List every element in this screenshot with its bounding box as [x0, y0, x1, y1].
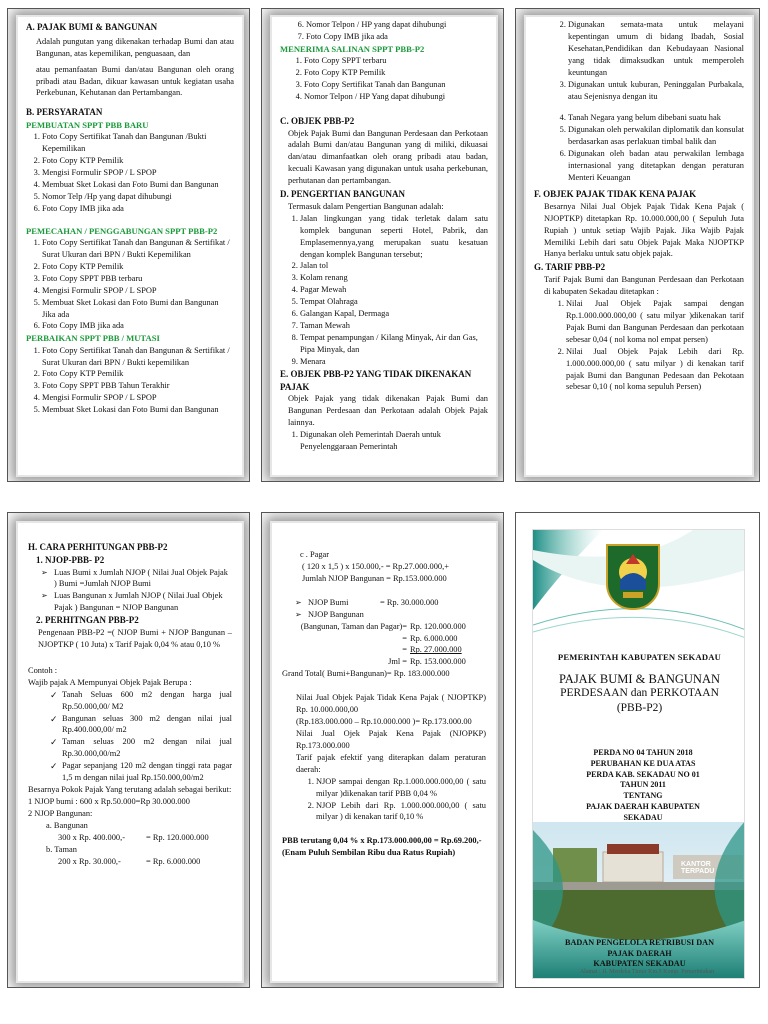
page-3 — [515, 8, 760, 482]
calc-a-label: a. Bangunan — [46, 820, 88, 830]
calc-b-label: b. Taman — [46, 844, 77, 854]
totals-table — [282, 621, 486, 669]
table-row: = Rp. 6.000.000 — [402, 633, 458, 643]
list-item: ✓ Bangunan seluas 300 m2 dengan nilai jual Rp.400.000,00/ m2 — [62, 713, 232, 737]
list-item: 1. NJOP sampai dengan Rp.1.000.000.000,00 ( satu milyar )dikenakan tarif PBB 0,04 % — [316, 776, 486, 800]
panel-1 — [18, 17, 242, 475]
list-example — [28, 689, 232, 784]
photo-sign-text: KANTOR TERPADU — [681, 861, 715, 875]
green-heading-receive: MENERIMA SALINAN SPPT PBB-P2 — [280, 43, 425, 54]
cover-agency — [533, 938, 745, 970]
formula-text: Pengenaan PBB-P2 =( NJOP Bumi + NJOP Bangunan – NJOPTKP ( 10 Juta) x Tarif Pajak 0,04 % atau 0,10 % — [38, 627, 232, 649]
list-item: 4. Mengisi Formulir SPOP / L SPOP — [42, 285, 234, 297]
list-item: 9. Menara — [300, 356, 488, 368]
list-item: ✓ Pagar sepanjang 120 m2 dengan tinggi rata pagar 1,5 m dengan nilai jual Rp.150.000,00/m2 — [62, 760, 232, 784]
tariff-intro: Tarif pajak efektif yang diterapkan dalam peraturan daerah: — [296, 752, 486, 774]
list-item: 1. Nilai Jual Objek Pajak sampai dengan Rp.1.000.000.000,00 ( satu milyar )dikenakan tarif Pajak Bumi dan Bangunan Perdesaan dan perkotaan sebesar 0,04 ( nol koma nol empat persen) — [566, 298, 744, 346]
list-item: 6. Digunakan oleh badan atau perwakilan lembaga internasional yang ditetapkan dengan peraturan Menteri Keuangan — [568, 148, 744, 184]
list-receive — [280, 55, 488, 103]
list-item: 5. Digunakan oleh perwakilan diplomatik dan konsulat berdasarkan asas perlakuan timbal balik dan — [568, 124, 744, 148]
list-item: 3. Digunakan untuk kuburan, Peninggalan Purbakala, atau Sejenisnya dengan itu — [568, 79, 744, 103]
table-row: = Rp. 27.000.000 — [402, 645, 462, 655]
page-2 — [261, 8, 504, 482]
section-a-title: A. PAJAK BUMI & BANGUNAN — [26, 22, 158, 32]
list-item: 4. Mengisi Formulir SPOP / L SPOP — [42, 392, 234, 404]
example-text: Wajib pajak A Mempunyai Objek Pajak Berupa : — [28, 677, 192, 687]
panel-4 — [18, 523, 242, 981]
list-item: 6. Foto Copy IMB jika ada — [42, 320, 234, 332]
list-item: 2. Foto Copy KTP Pemilik — [42, 155, 234, 167]
green-heading-2: PEMECAHAN / PENGGABUNGAN SPPT PBB-P2 — [26, 225, 218, 236]
sub-2-title: 2. PERHITNGAN PBB-P2 — [36, 615, 139, 626]
list-item: 3. Foto Copy Sertifikat Tanah dan Bangunan — [304, 79, 488, 91]
list-item: 2. Foto Copy KTP Pemilik — [42, 368, 234, 380]
calc-c-sum: Jumlah NJOP Bangunan = Rp.153.000.000 — [302, 573, 447, 583]
list-2 — [26, 237, 234, 332]
list-buildings — [280, 213, 488, 368]
green-heading-1: PEMBUATAN SPPT PBB BARU — [26, 120, 149, 131]
cover-perda — [573, 748, 713, 824]
section-f-title: F. OBJEK PAJAK TIDAK KENA PAJAK — [534, 188, 697, 199]
list-3 — [26, 345, 234, 417]
list-item: ✓ Taman seluas 200 m2 dengan nilai jual Rp.30.000,00/m2 — [62, 736, 232, 760]
list-item: 7. Foto Copy IMB jika ada — [306, 31, 488, 43]
list-item: 2. Jalan tol — [300, 260, 488, 272]
calc-b-result: = Rp. 6.000.000 — [146, 856, 201, 866]
section-f-text: Besarnya Nilai Jual Objek Pajak Tidak Kena Pajak ( NJOPTKP) ditetapkan Rp. 10.000.000,00 ( Sepuluh Juta Rupiah ) untuk setiap Wajib Pajak. Jika Wajib Pajak Memiliki Lebih dari satu Objek Pajak Maka NJOPTKP Hanya berlaku untuk satu objek pajak. — [544, 201, 744, 259]
list-item: 1. Jalan lingkungan yang tidak terletak dalam satu komplek bangunan seperti Hotel, Pabrik, dan Emplasemennya,yang merupakan suatu kesatuan dengan komplek Bangunan tersebut; — [300, 213, 488, 261]
list-item: 1. Foto Copy Sertifikat Tanah dan Bangunan /Bukti Kepemilikan — [42, 131, 234, 155]
section-c-title: C. OBJEK PBB-P2 — [280, 115, 355, 126]
table-row: (Bangunan, Taman dan Pagar)= Rp. 120.000.000 — [300, 621, 466, 631]
logo-emblem — [606, 544, 660, 610]
list-item: 3. Mengisi Formulir SPOP / L SPOP — [42, 167, 234, 179]
list-item: 2. Nilai Jual Objek Pajak Lebih dari Rp. 1.000.000.000,00 ( satu milyar ) di kenakan tarif pajak Bumi dan Bangunan Pedesaan dan Pekotaan sebesar 0,10 ( nol koma sepuluh Persen) — [566, 346, 744, 394]
page-4 — [7, 512, 250, 988]
agency-line: KABUPATEN SEKADAU — [593, 959, 686, 969]
perda-line: PERDA KAB. SEKADAU NO 01 TAHUN 2011 — [586, 769, 700, 790]
list-item: 7. Taman Mewah — [300, 320, 488, 332]
emblem-icon — [608, 546, 658, 608]
njop-subtraction: (Rp.183.000.000 – Rp.10.000.000 )= Rp.173.000.00 — [296, 717, 472, 727]
section-c-text: Objek Pajak Bumi dan Bangunan Perdesaan dan Perkotaan adalah Bumi dan/atau Bangunan yang di miliki, dikuasai dan/atau dimanfaatkan oleh orang pribadi atau badan, kecuali Kawasan yang digunakan untuk usaha perkebunan, perhutanan dan pertambangan. — [288, 128, 488, 186]
panel-2 — [272, 17, 496, 475]
list-item: 2. Digunakan semata-mata untuk melayani kepentingan umum di bidang Ibadah, Sosial Kesehatan,Pendidikan dan Kebudayaan Nasional yang tidak dimaksudkan untuk memperoleh keuntungan — [568, 19, 744, 79]
list-item: 6. Nomor Telpon / HP yang dapat dihubungi — [306, 19, 488, 31]
section-b-title: B. PERSYARATAN — [26, 107, 103, 118]
section-e-title: E. OBJEK PBB-P2 YANG TIDAK DIKENAKAN PAJAK — [280, 368, 472, 392]
perda-line: TENTANG — [623, 791, 663, 801]
list-exempt-b — [534, 112, 744, 184]
list-top — [280, 19, 488, 43]
total-intro: Besarnya Pokok Pajak Yang terutang adalah sebagai berikut: — [28, 785, 232, 795]
list-item: 4. Tanah Negara yang belum dibebani suatu hak — [568, 112, 744, 124]
list-item: 4. Nomor Telpon / HP Yang dapat dihubungi — [304, 91, 488, 103]
calc-a-expression: 300 x Rp. 400.000,- — [58, 832, 125, 842]
cover-title-3: (PBB-P2) — [616, 702, 663, 714]
section-d-text: Termasuk dalam Pengertian Bangunan adalah: — [288, 201, 444, 211]
page-5 — [261, 512, 504, 988]
list-item: ➢ Luas Bangunan x Jumlah NJOP ( Nilai Jual Objek Pajak ) Bangunan = NJOP Bangunan — [54, 590, 232, 614]
perda-line: PAJAK DAERAH KABUPATEN SEKADAU — [586, 801, 700, 822]
list-item: 5. Nomor Telp /Hp yang dapat dihubungi — [42, 191, 234, 203]
njop-bumi-label: ➢ NJOP Bumi — [308, 597, 349, 607]
list-item: 3. Kolam renang — [300, 272, 488, 284]
perda-line: PERUBAHAN KE DUA ATAS — [590, 758, 696, 768]
cover-title-2: PERDESAAN dan PERKOTAAN — [560, 687, 719, 699]
list-item: 4. Pagar Mewah — [300, 284, 488, 296]
list-item: 5. Membuat Sket Lokasi dan Foto Bumi dan Bangunan — [42, 404, 234, 416]
list-item: ➢ Luas Bumi x Jumlah NJOP ( Nilai Jual Objek Pajak ) Bumi =Jumlah NJOP Bumi — [54, 567, 232, 591]
list-item: 8. Tempat penampungan / Kilang Minyak, Air dan Gas, Pipa Minyak, dan — [300, 332, 488, 356]
section-g-title: G. TARIF PBB-P2 — [534, 262, 606, 273]
section-g-text: Tarif Pajak Bumi dan Bangunan Perdesaan dan Perkotaan di kabupaten Sekadau ditetapkan : — [544, 275, 744, 297]
list-effective-tariff — [282, 776, 486, 824]
perda-line: PERDA NO 04 TAHUN 2018 — [593, 748, 693, 757]
calc-b-expression: 200 x Rp. 30.000,- — [58, 856, 121, 866]
calc-a-result: = Rp. 120.000.000 — [146, 832, 209, 842]
list-item: ✓ Tanah Seluas 600 m2 dengan harga jual Rp.50.000,00/ M2 — [62, 689, 232, 713]
list-item: 2. Foto Copy KTP Pemilik — [42, 261, 234, 273]
table-row: Jml = Rp. 153.000.000 — [388, 657, 466, 667]
tax-result: PBB terutang 0,04 % x Rp.173.000.000,00 = Rp.69.200,- — [282, 836, 482, 846]
list-item: 2. NJOP Lebih dari Rp. 1.000.000.000,00 ( satu milyar ) di kenakan tarif 0,10 % — [316, 800, 486, 824]
list-item: 2. Foto Copy KTP Pemilik — [304, 67, 488, 79]
list-exempt — [280, 429, 488, 453]
section-a-text-1: Adalah pungutan yang dikenakan terhadap Bumi dan atau Bangunan, atas kepemilikan, penguasaan, dan — [36, 36, 234, 58]
njoptkp-text: Nilai Jual Objek Pajak Tidak Kena Pajak ( NJOPTKP) Rp. 10.000.000,00 — [296, 693, 486, 715]
panel-3 — [526, 17, 752, 475]
section-h-title: H. CARA PERHITUNGAN PBB-P2 — [28, 542, 168, 552]
section-d-title: D. PENGERTIAN BANGUNAN — [280, 189, 405, 200]
list-item: 6. Foto Copy IMB jika ada — [42, 203, 234, 215]
list-item: 3. Foto Copy SPPT PBB terbaru — [42, 273, 234, 285]
calc-line-1: 1 NJOP bumi : 600 x Rp.50.000=Rp 30.000.000 — [28, 796, 190, 806]
cover-title-1: PAJAK BUMI & BANGUNAN — [558, 672, 721, 686]
list-item: 1. Foto Copy Sertifikat Tanah dan Bangunan & Sertifikat / Surat Ukuran dari BPN / Bukti Kepemilikan — [42, 237, 234, 261]
example-label: Contoh : — [28, 665, 58, 675]
list-1 — [26, 131, 234, 214]
list-item: 4. Membuat Sket Lokasi dan Foto Bumi dan Bangunan — [42, 179, 234, 191]
agency-line: PAJAK DAERAH — [607, 948, 672, 958]
agency-line: BADAN PENGELOLA RETRIBUSI DAN — [565, 938, 714, 947]
list-item: 6. Galangan Kapal, Dermaga — [300, 308, 488, 320]
njop-bumi-value: = Rp. 30.000.000 — [380, 597, 439, 607]
list-item: 1. Digunakan oleh Pemerintah Daerah untuk Penyelenggaraan Pemerintah — [300, 429, 488, 453]
page-cover — [515, 512, 760, 988]
njopkp-text: Nilai Jual Ojek Pajak Kena Pajak (NJOPKP) Rp.173.000.000 — [296, 728, 486, 750]
green-heading-3: PERBAIKAN SPPT PBB / MUTASI — [26, 333, 160, 344]
page-1 — [7, 8, 250, 482]
panel-5 — [272, 523, 496, 981]
section-e-text: Objek Pajak yang tidak dikenakan Pajak Bumi dan Bangunan Perdesaan dan Perkotaan adalah Objek Pajak lainnya. — [288, 394, 488, 428]
cover-frame — [532, 529, 745, 979]
cover-government: PEMERINTAH KABUPATEN SEKADAU — [557, 652, 722, 662]
section-a-text-2: atau pemanfaatan Bumi dan/atau Bangunan oleh orang pribadi atau Badan, dikuar kawasan untuk kegiatan usaha Perkebunan, Kehutanan dan Pertambangan. — [36, 64, 234, 98]
calc-c-label: c . Pagar — [300, 550, 330, 559]
list-item: 5. Tempat Olahraga — [300, 296, 488, 308]
sub-1-title: 1. NJOP-PBB- P2 — [36, 554, 105, 565]
list-item: 1. Foto Copy Sertifikat Tanah dan Bangunan & Sertifikat / Surat Ukuran dari BPN / Bukti kepemilikan — [42, 345, 234, 369]
calc-c-expression: ( 120 x 1,5 ) x 150.000,- = Rp.27.000.000,+ — [302, 561, 449, 571]
njop-bangunan-label: ➢ NJOP Bangunan — [308, 609, 486, 621]
cover-address: Alamat : Jl. Merdeka Timur Km.9 Komp. Pemerintahan — [579, 969, 715, 975]
photo-building — [603, 852, 663, 882]
list-item: 5. Membuat Sket Lokasi dan Foto Bumi dan Bangunan Jika ada — [42, 297, 234, 321]
list-exempt-a — [534, 19, 744, 102]
list-item: 3. Foto Copy SPPT PBB Tahun Terakhir — [42, 380, 234, 392]
list-njop — [28, 567, 232, 615]
grand-total: Grand Total( Bumi+Bangunan)= Rp. 183.000.000 — [282, 669, 450, 679]
tax-result-words: (Enam Puluh Sembilan Ribu dua Ratus Rupiah) — [282, 848, 456, 858]
list-item: 1. Foto Copy SPPT terbaru — [304, 55, 488, 67]
calc-line-2: 2 NJOP Bangunan: — [28, 808, 93, 818]
list-tariff — [534, 298, 744, 393]
